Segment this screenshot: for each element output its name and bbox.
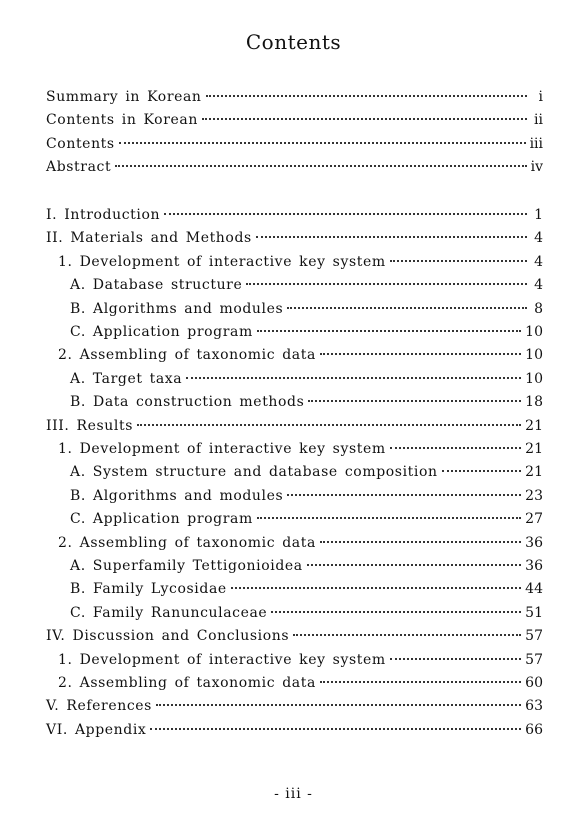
toc-entry-page-number: ii [534, 112, 543, 129]
toc-entry-page-number: 63 [525, 698, 543, 715]
dot-leader [164, 213, 527, 215]
dot-leader [156, 704, 521, 706]
dot-leader [246, 283, 527, 285]
toc-entry-page-number: 4 [534, 277, 543, 294]
toc-entry-page-number: 21 [525, 464, 543, 481]
toc-entry[interactable] [58, 534, 543, 552]
toc-entry[interactable] [70, 557, 543, 575]
toc-entry-page-number: i [538, 89, 543, 105]
toc-entry-label: B. Data construction methods [70, 394, 305, 411]
toc-entry-label: Contents in Korean [46, 112, 198, 129]
toc-entry-page-number: 10 [525, 370, 543, 387]
toc-entry-page-number: 66 [525, 721, 543, 738]
dot-leader [257, 330, 521, 332]
toc-entry[interactable] [70, 393, 543, 411]
toc-entry-page-number: 36 [525, 534, 543, 551]
toc-entry-label: A. Superfamily Tettigonioidea [70, 558, 303, 574]
toc-entry[interactable] [70, 276, 543, 294]
dot-leader [115, 165, 526, 167]
dot-leader [257, 517, 521, 519]
toc-entry-page-number: 44 [525, 581, 543, 598]
toc-entry-label: A. Database structure [70, 277, 243, 294]
toc-entry-page-number: 21 [525, 417, 543, 434]
toc-entry-page-number: 21 [525, 441, 543, 457]
toc-entry-label: C. Application program [70, 511, 253, 528]
dot-leader [256, 236, 527, 238]
toc-entry-label: VI. Appendix [46, 721, 147, 738]
toc-entry[interactable] [70, 370, 543, 388]
toc-entry-page-number: 4 [534, 230, 543, 247]
toc-entry-label: 2. Assembling of taxonomic data [58, 675, 316, 691]
dot-leader [231, 587, 521, 589]
toc-entry[interactable] [58, 651, 543, 669]
toc-entry-page-number: 10 [525, 324, 543, 340]
toc-entry-label: B. Family Lycosidae [70, 581, 227, 598]
toc-entry-page-number: iii [529, 135, 543, 152]
toc-entry[interactable] [70, 300, 543, 318]
toc-entry-page-number: 60 [525, 675, 543, 691]
toc-entry-label: B. Algorithms and modules [70, 487, 284, 504]
dot-leader [390, 447, 521, 449]
toc-entry-label: V. References [46, 698, 152, 715]
toc-entry[interactable] [46, 721, 543, 739]
toc-entry-label: Abstract [46, 159, 112, 176]
toc-entry-label: 2. Assembling of taxonomic data [58, 534, 316, 551]
toc-entry-label: I. Introduction [46, 207, 161, 223]
toc-entry[interactable] [46, 88, 543, 106]
dot-leader [287, 307, 527, 309]
page-number-footer: - iii - [274, 786, 313, 802]
toc-entry[interactable] [58, 440, 543, 458]
toc-entry-label: A. Target taxa [70, 370, 183, 387]
toc-entry[interactable] [46, 417, 543, 435]
dot-leader [390, 260, 527, 262]
toc-entry[interactable] [70, 580, 543, 598]
toc-entry-page-number: iv [530, 159, 543, 176]
dot-leader [150, 728, 521, 730]
dot-leader [442, 470, 522, 472]
toc-entry[interactable] [70, 463, 543, 481]
toc-entry-page-number: 8 [534, 300, 543, 317]
toc-entry-page-number: 36 [525, 558, 543, 574]
dot-leader [287, 494, 521, 496]
toc-entry[interactable] [70, 604, 543, 622]
toc-entry[interactable] [46, 206, 543, 224]
toc-entry-page-number: 18 [525, 394, 543, 411]
toc-entry-label: 2. Assembling of taxonomic data [58, 347, 316, 364]
toc-entry-label: B. Algorithms and modules [70, 300, 284, 317]
dot-leader [308, 400, 521, 402]
dot-leader [119, 142, 526, 144]
toc-entry-page-number: 1 [534, 207, 543, 223]
toc-entry[interactable] [46, 229, 543, 247]
toc-entry-page-number: 51 [525, 604, 543, 621]
dot-leader [137, 424, 521, 426]
toc-entry-label: A. System structure and database composition [70, 464, 438, 481]
toc-entry-page-number: 57 [525, 628, 543, 645]
toc-entry-label: III. Results [46, 417, 134, 434]
toc-entry-label: 1. Development of interactive key system [58, 253, 386, 270]
toc-entry[interactable] [46, 111, 543, 129]
toc-entry-page-number: 57 [525, 651, 543, 668]
toc-entry-page-number: 4 [534, 253, 543, 270]
dot-leader [271, 611, 521, 613]
toc-entry[interactable] [70, 323, 543, 341]
dot-leader [390, 658, 521, 660]
dot-leader [293, 634, 521, 636]
dot-leader [320, 353, 521, 355]
toc-entry[interactable] [46, 158, 543, 176]
page-title: Contents [245, 30, 342, 54]
dot-leader [320, 541, 521, 543]
toc-entry-label: Contents [46, 135, 115, 152]
toc-entry-label: IV. Discussion and Conclusions [46, 628, 290, 645]
toc-entry[interactable] [58, 253, 543, 271]
toc-entry-label: C. Application program [70, 324, 253, 340]
dot-leader [206, 95, 527, 97]
toc-entry[interactable] [70, 510, 543, 528]
toc-entry[interactable] [58, 674, 543, 692]
dot-leader [186, 377, 521, 379]
dot-leader [320, 681, 521, 683]
toc-entry[interactable] [58, 346, 543, 364]
toc-entry-label: II. Materials and Methods [46, 230, 252, 247]
toc-entry-page-number: 23 [525, 487, 543, 504]
dot-leader [202, 118, 527, 120]
toc-entry-label: 1. Development of interactive key system [58, 441, 386, 457]
toc-entry-label: Summary in Korean [46, 89, 202, 105]
toc-entry-page-number: 10 [525, 347, 543, 364]
toc-entry[interactable] [46, 627, 543, 645]
toc-entry[interactable] [46, 697, 543, 715]
toc-entry[interactable] [70, 487, 543, 505]
toc-entry-page-number: 27 [525, 511, 543, 528]
dot-leader [307, 564, 521, 566]
toc-entry-label: 1. Development of interactive key system [58, 651, 386, 668]
toc-entry-label: C. Family Ranunculaceae [70, 604, 268, 621]
toc-entry[interactable] [46, 135, 543, 153]
